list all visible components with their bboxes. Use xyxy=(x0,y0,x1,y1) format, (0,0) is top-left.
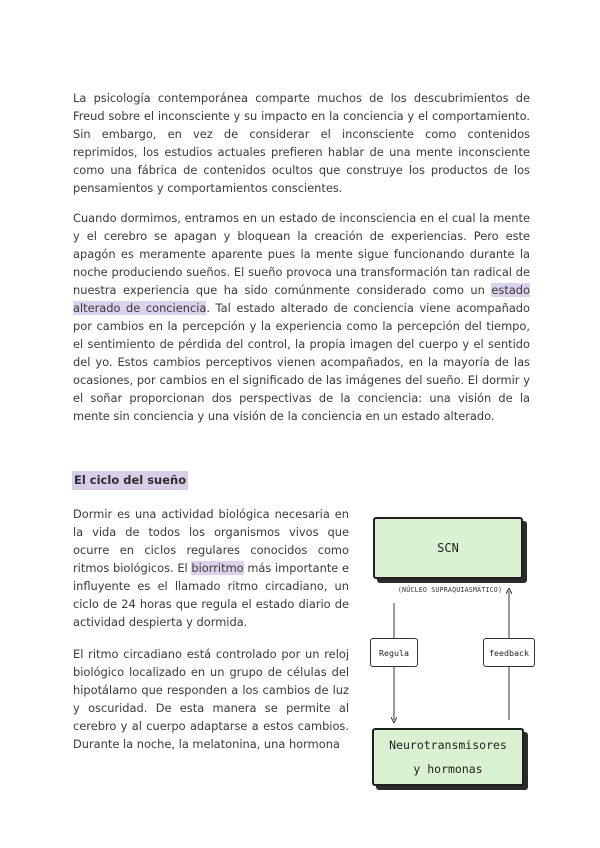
sleep-paragraph-text: Cuando dormimos, entramos en un estado de inconsciencia en el cual la mente y el cerebro se apagan y bloquean la creación de experiencias. Pero este apagón es meramente aparente pues la mente sigue funcionando durante la noche produciendo sueños. El sueño provoca una transformación tan radical de nuestra experiencia que ha sido comúnmente considerado como un xyxy=(73,211,530,297)
biorhythm-paragraph xyxy=(73,505,349,631)
highlight-biorhythm: biorritmo xyxy=(191,561,244,575)
biorhythm-paragraph-text-cont: más importante e influyente es el llamado ritmo circadiano, un ciclo de 24 horas que regula el estado diario de actividad despierta y dormida. xyxy=(73,561,349,629)
sleep-paragraph-text-cont: . Tal estado alterado de conciencia viene acompañado por cambios en la percepción y la experiencia como la percepción del tiempo, el sentimiento de pérdida del control, la propia imagen del cuerpo y el sentido del yo. Estos cambios perceptivos vienen acompañados, en la mayoría de las ocasiones, por cambios en el significado de las imágenes del sueño. El dormir y el soñar proporcionan dos perspectivas de la conciencia: una visión de la mente sin conciencia y una visión de la conciencia en un estado alterado. xyxy=(73,301,530,423)
scn-box: SCN xyxy=(373,517,523,579)
section-heading: El ciclo del sueño xyxy=(72,471,188,490)
intro-paragraph: La psicología contemporánea comparte muchos de los descubrimientos de Freud sobre el inconsciente y su impacto en la conciencia y el comportamiento. Sin embargo, en vez de considerar el inconsciente como contenidos reprimidos, los estudios actuales prefieren hablar de una mente inconsciente como una fábrica de contenidos ocultos que construye los productos de los pensamientos y comportamientos conscientes. xyxy=(73,91,530,195)
circadian-paragraph: El ritmo circadiano está controlado por un reloj biológico localizado en un grupo de células del hipotálamo que responden a los cambios de luz y oscuridad. De esta manera se permite al cerebro y al cuerpo adaptarse a estos cambios. Durante la noche, la melatonina, una hormona xyxy=(73,647,349,751)
highlight-altered-state: estado alterado de conciencia xyxy=(73,283,530,315)
scn-diagram xyxy=(360,505,540,800)
scn-subtitle: (NÚCLEO SUPRAQUIASMÁTICO) xyxy=(397,586,503,594)
neurotransmitters-box: Neurotransmisores y hormonas xyxy=(372,728,524,786)
sleep-paragraph xyxy=(73,209,530,425)
biorhythm-paragraph-text: Dormir es una actividad biológica necesaria en la vida de todos los organismos vivos que ocurre en ciclos regulares conocidos como ritmos biológicos. El xyxy=(73,507,349,575)
feedback-label-box: feedback xyxy=(483,638,535,667)
regula-label-box: Regula xyxy=(370,638,418,667)
